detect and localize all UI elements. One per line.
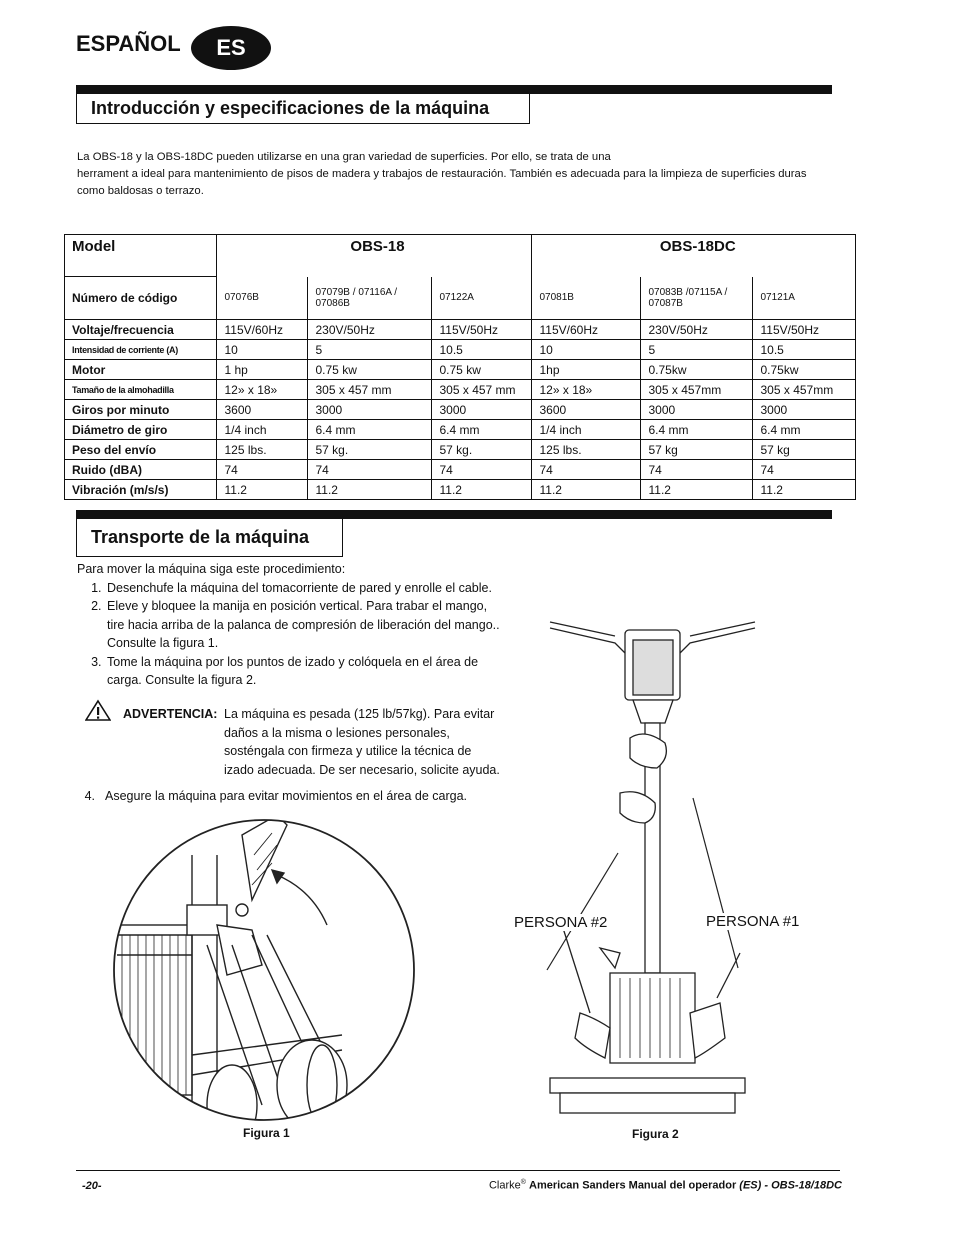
- table-cell: 10.5: [752, 340, 856, 360]
- table-cell: 0.75kw: [640, 360, 752, 380]
- step-item: 2. Eleve y bloquee la manija en posición vertical. Para trabar el mango, tire hacia arriba de la palanca de compresión de liberación del mango.. Consulte la figura 1.: [105, 597, 507, 653]
- row-label: Vibración (m/s/s): [64, 480, 216, 500]
- table-cell: 305 x 457mm: [752, 380, 856, 400]
- row-label: Voltaje/frecuencia: [64, 320, 216, 340]
- row-label: Número de código: [64, 277, 216, 320]
- step-4: [77, 789, 507, 803]
- table-cell: 5: [640, 340, 752, 360]
- row-label: Peso del envío: [64, 440, 216, 460]
- table-cell: 07081B: [531, 277, 640, 320]
- procedure: [77, 560, 507, 690]
- procedure-steps: [77, 579, 507, 690]
- table-cell: 115V/50Hz: [431, 320, 531, 340]
- table-cell: 57 kg.: [431, 440, 531, 460]
- section-title-specs: Introducción y especificaciones de la máquina: [76, 93, 530, 124]
- procedure-lead: Para mover la máquina siga este procedimiento:: [77, 562, 346, 576]
- table-cell: 07083B /07115A / 07087B: [640, 277, 752, 320]
- table-cell: 07121A: [752, 277, 856, 320]
- figure-1-illustration: [112, 815, 417, 1125]
- table-cell: 10: [216, 340, 307, 360]
- table-cell: 1hp: [531, 360, 640, 380]
- step-item: Asegure la máquina para evitar movimientos en el área de carga.: [105, 789, 468, 803]
- table-cell: 07122A: [431, 277, 531, 320]
- table-cell: 74: [531, 460, 640, 480]
- table-cell: 07079B / 07116A / 07086B: [307, 277, 431, 320]
- table-cell: 1/4 inch: [216, 420, 307, 440]
- table-cell: 10: [531, 340, 640, 360]
- table-row: [64, 340, 856, 360]
- footer-brand: Clarke: [488, 1179, 521, 1192]
- table-row: [64, 420, 856, 440]
- row-label: Intensidad de corriente (A): [64, 340, 216, 360]
- table-cell: 0.75 kw: [431, 360, 531, 380]
- header-obs18dc: OBS-18DC: [531, 234, 856, 277]
- intro-line: La OBS-18 y la OBS-18DC pueden utilizarse en una gran variedad de superficies. Por ello, se trata de una: [77, 151, 611, 163]
- table-cell: 57 kg: [640, 440, 752, 460]
- table-cell: 5: [307, 340, 431, 360]
- row-label: Ruido (dBA): [64, 460, 216, 480]
- footer-divider: [76, 1170, 840, 1171]
- table-row: [64, 480, 856, 500]
- table-cell: 0.75 kw: [307, 360, 431, 380]
- row-label: Giros por minuto: [64, 400, 216, 420]
- intro-line: herrament a ideal para mantenimiento de pisos de madera y trabajos de restauración. También es adecuada para la limpieza de superficies duras: [77, 168, 807, 180]
- footer-title: American Sanders Manual del operador: [529, 1179, 737, 1192]
- table-cell: 74: [431, 460, 531, 480]
- persona-1-label: PERSONA #1: [706, 913, 800, 930]
- language-badge: ES: [191, 26, 271, 70]
- page-number: -20-: [82, 1180, 102, 1192]
- table-cell: 11.2: [752, 480, 856, 500]
- table-cell: 115V/50Hz: [752, 320, 856, 340]
- table-cell: 6.4 mm: [307, 420, 431, 440]
- table-cell: 1 hp: [216, 360, 307, 380]
- table-cell: 125 lbs.: [531, 440, 640, 460]
- header-model: Model: [64, 234, 216, 277]
- table-row: [64, 380, 856, 400]
- table-cell: 125 lbs.: [216, 440, 307, 460]
- step-item: 3. Tome la máquina por los puntos de izado y colóquela en el área de carga. Consulte la figura 2.: [105, 653, 507, 690]
- table-cell: 74: [216, 460, 307, 480]
- table-cell: 11.2: [531, 480, 640, 500]
- spec-table: [64, 234, 856, 500]
- footer-text: [489, 1179, 842, 1192]
- table-cell: 3600: [216, 400, 307, 420]
- warning-label: ADVERTENCIA:: [123, 707, 218, 721]
- figure-1-caption: Figura 1: [243, 1126, 290, 1140]
- table-cell: 74: [640, 460, 752, 480]
- table-cell: 230V/50Hz: [640, 320, 752, 340]
- table-cell: 11.2: [640, 480, 752, 500]
- table-cell: 11.2: [307, 480, 431, 500]
- figure-2-illustration: [545, 618, 760, 1118]
- footer-model: (ES) - OBS-18/18DC: [739, 1179, 842, 1192]
- table-row: [64, 460, 856, 480]
- table-row: [64, 360, 856, 380]
- table-cell: 6.4 mm: [752, 420, 856, 440]
- step-item: 1. Desenchufe la máquina del tomacorriente de pared y enrolle el cable.: [105, 579, 507, 598]
- warning-text: La máquina es pesada (125 lb/57kg). Para evitar daños a la misma o lesiones personales, sosténgala con firmeza y utilice la técnica de izado adecuada. De ser necesario, solicite ayuda.: [224, 707, 500, 777]
- table-cell: 6.4 mm: [431, 420, 531, 440]
- table-cell: 305 x 457 mm: [307, 380, 431, 400]
- footer-reg: ®: [520, 1179, 526, 1186]
- persona-2-label: PERSONA #2: [514, 914, 608, 931]
- table-cell: 0.75kw: [752, 360, 856, 380]
- table-row: [64, 440, 856, 460]
- table-cell: 12» x 18»: [531, 380, 640, 400]
- table-cell: 11.2: [431, 480, 531, 500]
- table-cell: 07076B: [216, 277, 307, 320]
- warning-icon: [85, 699, 111, 721]
- table-cell: 3000: [752, 400, 856, 420]
- row-label: Diámetro de giro: [64, 420, 216, 440]
- table-cell: 57 kg.: [307, 440, 431, 460]
- table-cell: 1/4 inch: [531, 420, 640, 440]
- row-label: Tamaño de la almohadilla: [64, 380, 216, 400]
- table-cell: 230V/50Hz: [307, 320, 431, 340]
- section-title-transport: Transporte de la máquina: [76, 518, 343, 557]
- table-cell: 11.2: [216, 480, 307, 500]
- table-cell: 3000: [640, 400, 752, 420]
- row-label: Motor: [64, 360, 216, 380]
- table-cell: 57 kg: [752, 440, 856, 460]
- table-cell: 3000: [307, 400, 431, 420]
- table-cell: 3600: [531, 400, 640, 420]
- table-cell: 74: [307, 460, 431, 480]
- language-title: ESPAÑOL: [76, 31, 181, 56]
- table-cell: 3000: [431, 400, 531, 420]
- table-header-row: [64, 234, 856, 277]
- intro-paragraph: [77, 149, 837, 200]
- table-cell: 115V/60Hz: [216, 320, 307, 340]
- table-row: [64, 320, 856, 340]
- table-cell: 305 x 457 mm: [431, 380, 531, 400]
- intro-line: como baldosas o terrazo.: [77, 185, 204, 197]
- table-cell: 305 x 457mm: [640, 380, 752, 400]
- step-number: 4.: [84, 789, 95, 803]
- figure-2-caption: Figura 2: [632, 1127, 679, 1141]
- table-row-code: [64, 277, 856, 320]
- table-row: [64, 400, 856, 420]
- table-cell: 6.4 mm: [640, 420, 752, 440]
- table-cell: 74: [752, 460, 856, 480]
- header-obs18: OBS-18: [216, 234, 531, 277]
- table-cell: 10.5: [431, 340, 531, 360]
- table-cell: 12» x 18»: [216, 380, 307, 400]
- table-cell: 115V/60Hz: [531, 320, 640, 340]
